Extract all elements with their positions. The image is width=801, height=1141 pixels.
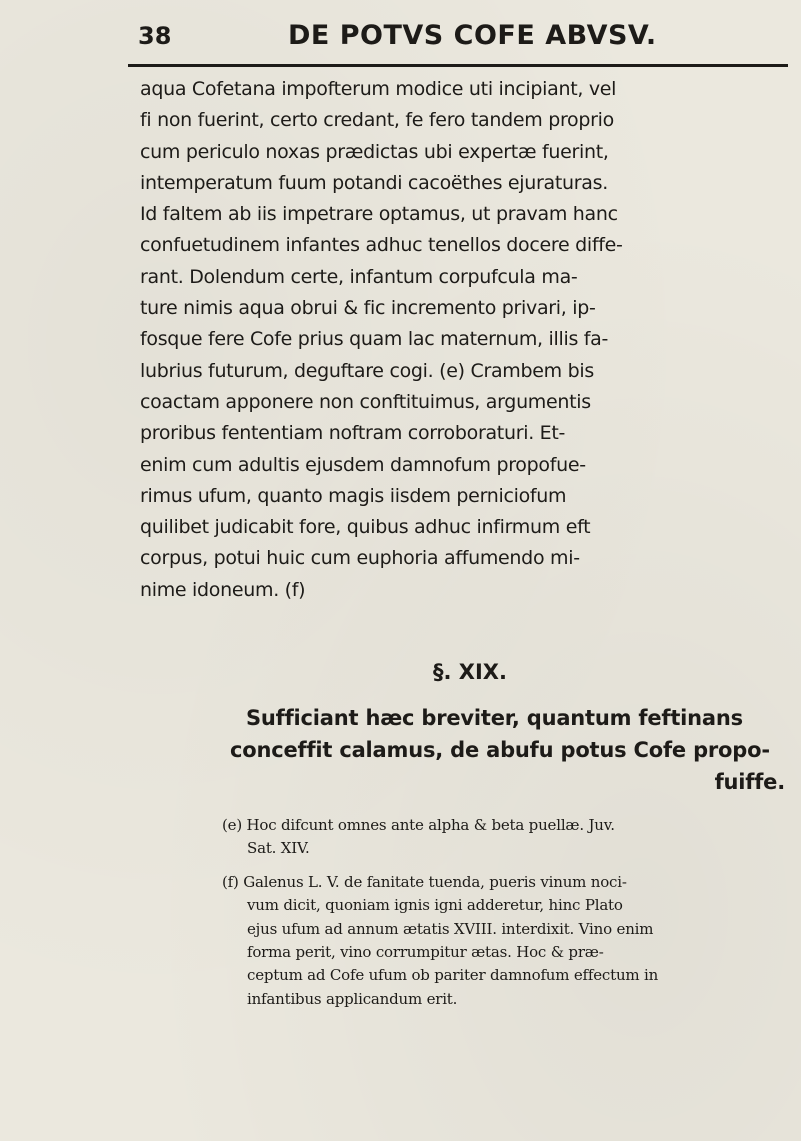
body-line: rant. Dolendum certe, infantum corpufcula ma- — [140, 265, 578, 288]
footnote-f — [222, 871, 792, 1011]
body-line: fosque fere Cofe prius quam lac maternum, illis fa- — [140, 328, 609, 351]
footnote-line: (e) Hoc difcunt omnes ante alpha & beta puellæ. Juv. — [222, 816, 615, 834]
body-text — [140, 74, 800, 606]
header-rule — [128, 64, 788, 67]
body-line: ture nimis aqua obrui & fic incremento privari, ip- — [140, 297, 596, 320]
body-line: coactam apponere non conftituimus, argumentis — [140, 390, 591, 413]
body-line: nime idoneum. (f) — [140, 578, 306, 601]
page-header — [128, 18, 728, 62]
body-line: proribus fententiam noftram corroboraturi. Et- — [140, 422, 566, 445]
footnote-line: ceptum ad Cofe ufum ob pariter damnofum effectum in — [247, 966, 659, 985]
closing-line: Sufficiant hæc breviter, quantum feftinans — [246, 706, 743, 730]
footnote-line: infantibus applicandum erit. — [247, 989, 458, 1008]
body-line: enim cum adultis ejusdem damnofum propofue- — [140, 453, 586, 476]
footnote-line: vum dicit, quoniam ignis igni adderetur, hinc Plato — [247, 896, 623, 915]
body-line: cum periculo noxas prædictas ubi expertæ fuerint, — [140, 140, 609, 163]
footnotes — [222, 814, 792, 1011]
page-number: 38 — [138, 22, 172, 50]
body-line: intemperatum fuum potandi cacoëthes ejuraturas. — [140, 171, 608, 194]
body-line: rimus ufum, quanto magis iisdem perniciofum — [140, 484, 567, 507]
footnote-line: Sat. XIV. — [247, 839, 310, 858]
footnote-line: (f) Galenus L. V. de fanitate tuenda, pueris vinum noci- — [222, 872, 627, 891]
closing-line: fuiffe. — [714, 770, 785, 794]
body-line: fi non fuerint, certo credant, fe fero tandem proprio — [140, 109, 614, 132]
body-line: corpus, potui huic cum euphoria affumendo mi- — [140, 547, 580, 570]
closing-paragraph — [230, 702, 790, 798]
footnote-e — [222, 814, 792, 861]
body-line: aqua Cofetana impofterum modice uti incipiant, vel — [140, 78, 617, 100]
footnote-line: forma perit, vino corrumpitur ætas. Hoc & præ- — [247, 942, 604, 961]
body-line: Id faltem ab iis impetrare optamus, ut pravam hanc — [140, 203, 618, 226]
body-line: lubrius futurum, deguftare cogi. (e) Crambem bis — [140, 359, 594, 382]
section-heading: §. XIX. — [433, 660, 507, 684]
running-head: DE POTVS COFE ABVSV. — [288, 20, 657, 51]
closing-line: conceffit calamus, de abufu potus Cofe propo- — [230, 738, 770, 762]
body-line: quilibet judicabit fore, quibus adhuc infirmum eft — [140, 516, 591, 539]
body-line: confuetudinem infantes adhuc tenellos docere diffe- — [140, 234, 623, 257]
footnote-line: ejus ufum ad annum ætatis XVIII. interdixit. Vino enim — [247, 919, 654, 938]
